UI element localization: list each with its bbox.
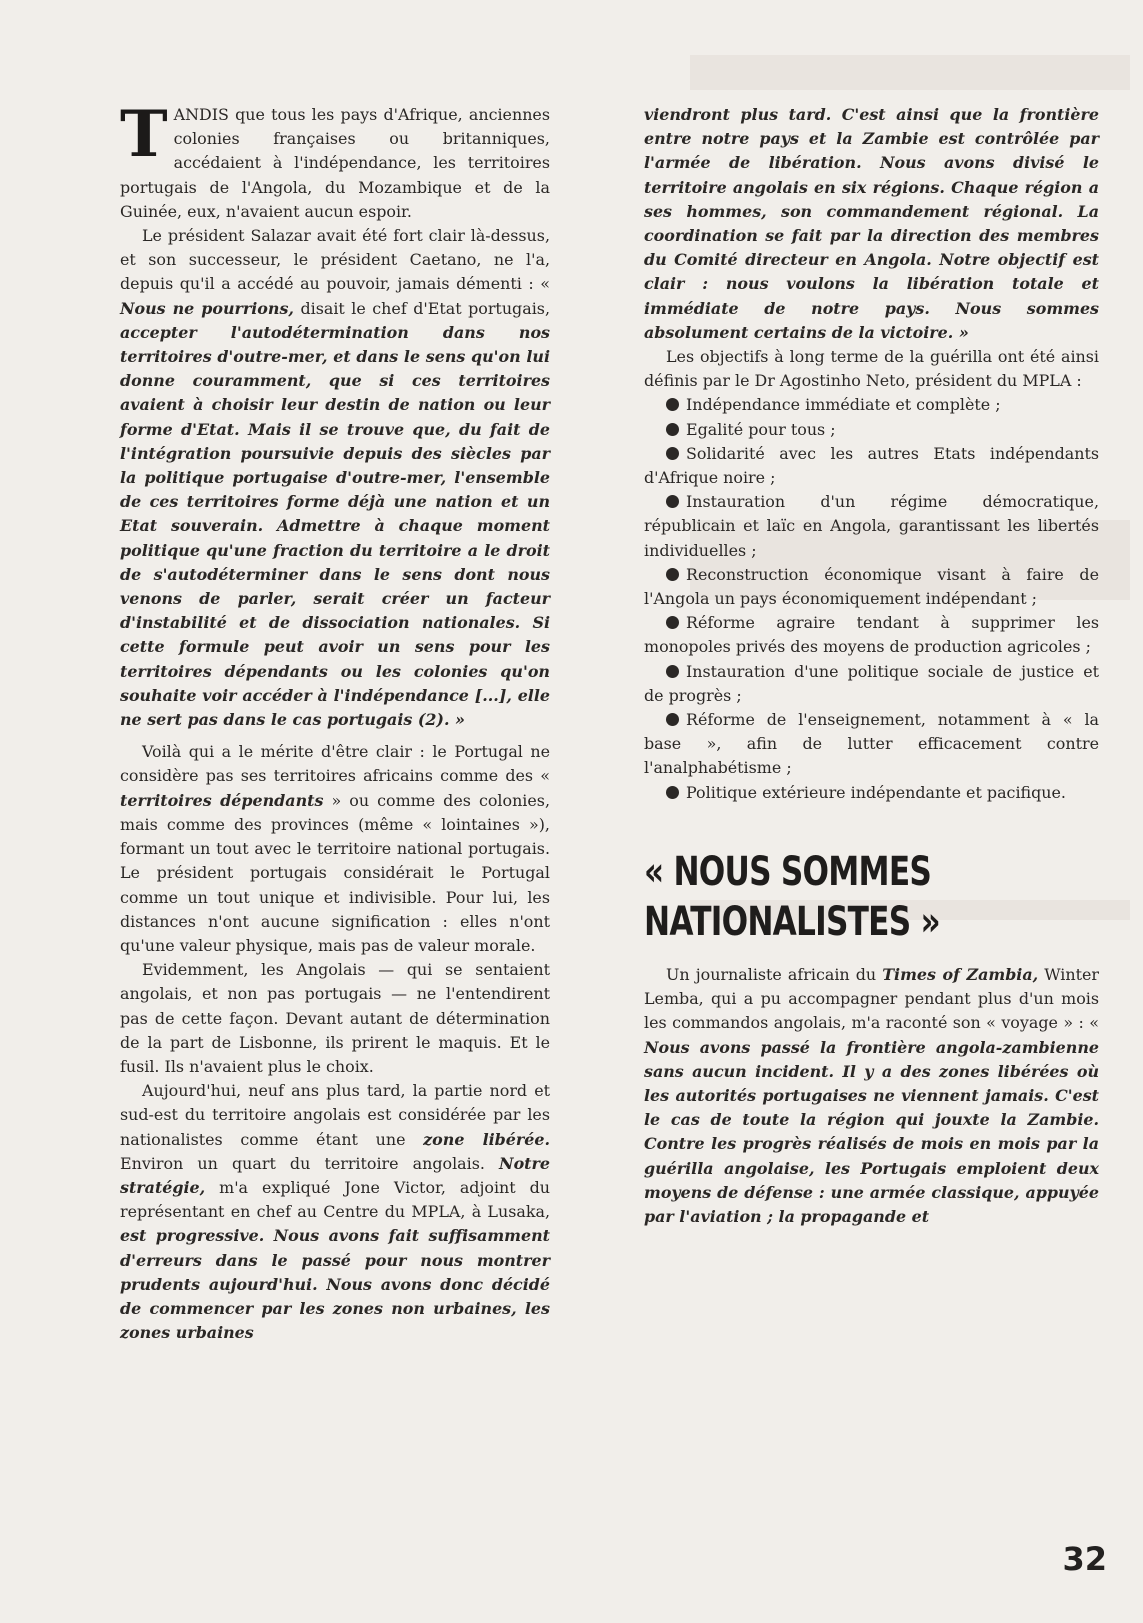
- list-item: [644, 563, 1099, 611]
- show-through-band: [690, 55, 1130, 90]
- victory-quote-paragraph: viendront plus tard. C'est ainsi que la frontière entre notre pays et la Zambie est contrôlée par l'armée de libération. Nous avons divisé le territoire angolais en six régions. Chaque région a ses hommes, son commandement régional. La coordination se fait par la direction des membres du Comité directeur en Angola. Notre objectif est clair : nous voulons la libération totale et immédiate de notre pays. Nous sommes absolument certains de la victoire. »: [644, 105, 1099, 342]
- list-item-text: Reconstruction économique visant à faire de l'Angola un pays économiquement indépendant ;: [644, 564, 1099, 609]
- journalist-paragraph: [644, 963, 1099, 1229]
- angolais-paragraph: Evidemment, les Angolais — qui se sentaient angolais, et non pas portugais — ne l'entendirent pas de cette façon. Devant autant de détermination de la part de Lisbonne, ils prirent le maquis. Et le fusil. Ils n'avaient plus le choix.: [120, 960, 550, 1076]
- bullet-icon: [666, 495, 679, 508]
- list-item-text: Instauration d'un régime démocratique, républicain et laïc en Angola, garantissant les libertés individuelles ;: [644, 492, 1099, 560]
- list-item: [644, 708, 1099, 781]
- list-item: [644, 442, 1099, 490]
- clarity-paragraph: [120, 740, 550, 958]
- paragraph-text: disait le chef d'Etat portugais,: [293, 298, 550, 318]
- bullet-icon: [666, 665, 679, 678]
- paragraph-text: Aujourd'hui, neuf ans plus tard, la partie nord et sud-est du territoire angolais est considérée par les nationalistes comme étant une: [120, 1081, 550, 1149]
- paragraph-text: » ou comme des colonies, mais comme des provinces (même « lointaines »), formant un tout avec le territoire national portugais. Le président portugais considérait le Portugal comme un tout unique et indivisible. Pour lui, les distances n'ont aucune signification : elles n'ont qu'une valeur physique, mais pas de valeur morale.: [120, 790, 550, 955]
- list-item-text: Egalité pour tous ;: [686, 419, 836, 439]
- bullet-icon: [666, 616, 679, 629]
- paragraph-text: Un journaliste africain du: [666, 964, 883, 984]
- bullet-icon: [666, 447, 679, 460]
- bullet-icon: [666, 423, 679, 436]
- quote-text: Nous avons passé la frontière angola-zambienne sans aucun incident. Il y a des zones libérées où les autorités portugaises ne viennent jamais. C'est le cas de toute la région qui jouxte la Zambie. Contre les progrès réalisés de mois en mois par la guérilla angolaise, les Portugais emploient deux moyens de défense : une armée classique, appuyée par l'aviation ; la propagande et: [644, 1037, 1099, 1226]
- list-item-text: Réforme agraire tendant à supprimer les monopoles privés des moyens de production agricoles ;: [644, 613, 1099, 657]
- paragraph-text: Voilà qui a le mérite d'être clair : le Portugal ne considère pas ses territoires africains comme des «: [120, 742, 550, 786]
- list-item: [644, 490, 1099, 563]
- list-item: [644, 418, 1099, 442]
- section-heading: « NOUS SOMMES NATIONALISTES »: [644, 848, 940, 945]
- page-number: 32: [1062, 1540, 1107, 1578]
- quote-text: zone libérée.: [423, 1129, 550, 1149]
- list-item: [644, 781, 1099, 805]
- intro-paragraph: [120, 97, 550, 224]
- objectives-list: [644, 393, 1099, 804]
- paragraph-text: Le président Salazar avait été fort clair là-dessus, et son successeur, le président Caetano, ne l'a, depuis qu'il a accédé au pouvoir, jamais démenti : «: [120, 226, 550, 294]
- list-item: [644, 611, 1099, 659]
- quote-text: territoires dépendants: [120, 790, 324, 810]
- paragraph-text: Winter Lemba, qui a pu accompagner pendant plus d'un mois les commandos angolais, m'a raconté son « voyage » : «: [644, 964, 1100, 1033]
- quote-text: est progressive. Nous avons fait suffisamment d'erreurs dans le passé pour nous montrer prudents aujourd'hui. Nous avons donc décidé de commencer par les zones non urbaines, les zones urbaines: [120, 1226, 550, 1343]
- bullet-icon: [666, 568, 679, 581]
- list-item: [644, 660, 1099, 708]
- right-column: [644, 103, 1099, 1229]
- bullet-icon: [666, 398, 679, 411]
- intro-text: ANDIS que tous les pays d'Afrique, anciennes colonies françaises ou britanniques, accédaient à l'indépendance, les territoires portugais de l'Angola, du Mozambique et de la Guinée, eux, n'avaient aucun espoir.: [120, 105, 550, 221]
- quote-text: Nous ne pourrions,: [120, 298, 294, 318]
- list-item-text: Indépendance immédiate et complète ;: [686, 395, 1001, 415]
- bullet-icon: [666, 786, 679, 799]
- paragraph-text: m'a expliqué Jone Victor, adjoint du représentant en chef au Centre du MPLA, à Lusaka,: [120, 1177, 550, 1222]
- quote-text: Times of Zambia,: [882, 964, 1039, 984]
- paragraph-text: Environ un quart du territoire angolais.: [120, 1153, 500, 1173]
- list-item-text: Solidarité avec les autres Etats indépendants d'Afrique noire ;: [644, 443, 1099, 488]
- salazar-paragraph: [120, 224, 550, 732]
- list-item-text: Instauration d'une politique sociale de justice et de progrès ;: [644, 661, 1099, 705]
- left-column: [120, 97, 550, 1345]
- bullet-icon: [666, 713, 679, 726]
- quote-text: accepter l'autodétermination dans nos territoires d'outre-mer, et dans le sens qu'on lui donne couramment, que si ces territoires avaient à choisir leur destin de nation ou leur forme d'Etat. Mais il se trouve que, du fait de l'intégration poursuivie depuis des siècles par la politique portugaise d'outre-mer, l'ensemble de ces territoires forme déjà une nation et un Etat souverain. Admettre à chaque moment politique qu'une fraction du territoire a le droit de s'autodéterminer dans le sens dont nous venons de parler, serait créer un facteur d'instabilité et de dissociation nationales. Si cette formule peut avoir un sens pour les territoires dépendants ou les colonies qu'on souhaite voir accéder à l'indépendance [...], elle ne sert pas dans le cas portugais (2). »: [120, 322, 550, 730]
- list-item-text: Politique extérieure indépendante et pacifique.: [686, 782, 1066, 802]
- list-item-text: Réforme de l'enseignement, notamment à « la base », afin de lutter efficacement contre l'analphabétisme ;: [644, 710, 1099, 778]
- list-item: [644, 393, 1099, 417]
- objectives-paragraph: Les objectifs à long terme de la guérilla ont été ainsi définis par le Dr Agostinho Neto, président du MPLA :: [644, 347, 1099, 391]
- strategy-paragraph: [120, 1079, 550, 1345]
- drop-cap: T: [120, 97, 168, 172]
- quote-text: Notre stratégie,: [120, 1153, 550, 1197]
